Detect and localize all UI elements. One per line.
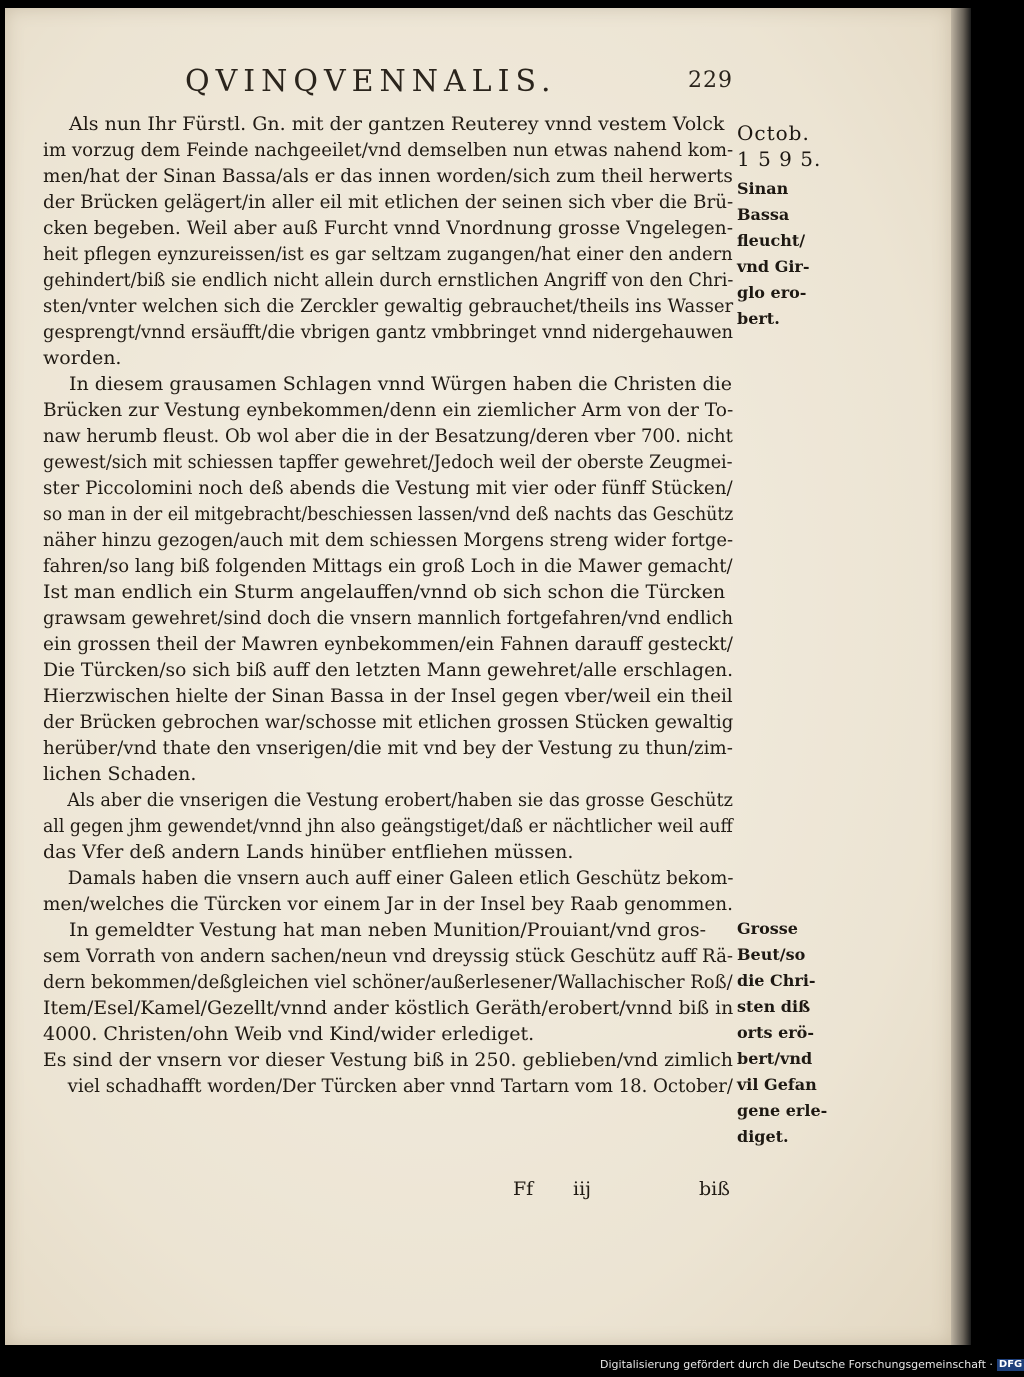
catchline [43, 1178, 733, 1204]
text-line: gehindert/biß sie endlich nicht allein durch ernstlichen Angriff von den Chri- [43, 269, 734, 291]
text-line: sten/vnter welchen sich die Zerckler gewaltig gebrauchet/theils ins Wasser [43, 295, 734, 317]
marginal-line: Octob. [737, 121, 810, 145]
marginal-note-date [737, 120, 847, 172]
marginal-line: die Chri- [737, 971, 816, 990]
text-line: grawsam gewehret/sind doch die vnsern mannlich fortgefahren/vnd endlich [43, 607, 734, 629]
marginal-line: vnd Gir- [737, 257, 810, 276]
page-number: 229 [688, 68, 733, 93]
text-line: men/welches die Türcken vor einem Jar in der Insel bey Raab genommen. [43, 893, 733, 915]
text-line: men/hat der Sinan Bassa/als er das innen worden/sich zum theil herwerts [43, 165, 733, 187]
text-line: Ist man endlich ein Sturm angelauffen/vnnd ob sich schon die Türcken [43, 581, 726, 603]
running-head [5, 64, 951, 104]
marginal-line: bert. [737, 309, 780, 328]
text-line: In diesem grausamen Schlagen vnnd Würgen haben die Christen die [69, 373, 732, 395]
marginal-line: Beut/so [737, 945, 806, 964]
footer-text: Digitalisierung gefördert durch die Deutsche Forschungsgemeinschaft · [600, 1358, 993, 1371]
marginal-line: glo ero- [737, 283, 807, 302]
text-line: 4000. Christen/ohn Weib vnd Kind/wider erlediget. [43, 1023, 535, 1045]
text-line: Es sind der vnsern vor dieser Vestung biß in 250. geblieben/vnd zimlich [43, 1049, 733, 1071]
text-line: Hierzwischen hielte der Sinan Bassa in der Insel gegen vber/weil ein theil [43, 685, 733, 707]
text-line: der Brücken gebrochen war/schosse mit etlichen grossen Stücken gewaltig [43, 711, 734, 733]
marginal-note-sinan [737, 176, 847, 332]
marginal-line: bert/vnd [737, 1049, 813, 1068]
marginal-line: fleucht/ [737, 231, 806, 250]
text-line: fahren/so lang biß folgenden Mittags ein groß Loch in die Mawer gemacht/ [43, 555, 733, 577]
body-text [43, 111, 733, 1099]
marginal-line: Bassa [737, 205, 790, 224]
text-line: näher hinzu gezogen/auch mit dem schiessen Morgens streng wider fortge- [43, 529, 734, 551]
catchword: biß [699, 1178, 730, 1200]
marginal-line: Grosse [737, 919, 798, 938]
marginal-line: 1 5 9 5. [737, 147, 822, 171]
text-line: so man in der eil mitgebracht/beschiessen lassen/vnd deß nachts das Geschütz [43, 503, 734, 525]
text-line: Als aber die vnserigen die Vestung erobert/haben sie das grosse Geschütz [67, 789, 733, 811]
text-line: viel schadhafft worden/Der Türcken aber vnnd Tartarn vom 18. October/ [67, 1075, 733, 1097]
text-line: naw herumb fleust. Ob wol aber die in der Besatzung/deren vber 700. nicht [43, 425, 733, 447]
text-line: gesprengt/vnnd ersäufft/die vbrigen gantz vmbbringet vnnd nidergehauwen [43, 321, 734, 343]
page-edge [951, 8, 971, 1345]
text-line: dern bekommen/deßgleichen viel schöner/außerlesener/Wallachischer Roß/ [43, 971, 733, 993]
document-page [5, 8, 951, 1345]
text-line: im vorzug dem Feinde nachgeeilet/vnd demselben nun etwas nahend kom- [43, 139, 734, 161]
marginal-note-booty [737, 916, 847, 1150]
signature-mark: Ff [513, 1178, 534, 1200]
running-title: QVINQVENNALIS. [185, 64, 557, 99]
text-line: all gegen jhm gewendet/vnnd jhn also geängstiget/daß er nächtlicher weil auff [43, 815, 733, 837]
footer-credit [600, 1358, 1023, 1374]
text-line: herüber/vnd thate den vnserigen/die mit vnd bey der Vestung zu thun/zim- [43, 737, 733, 759]
text-line: ster Piccolomini noch deß abends die Vestung mit vier oder fünff Stücken/ [43, 477, 733, 499]
text-line: cken begeben. Weil aber auß Furcht vnnd Vnordnung grosse Vngelegen- [43, 217, 734, 239]
text-line: ein grossen theil der Mawren eynbekommen/ein Fahnen darauff gesteckt/ [43, 633, 733, 655]
text-line: worden. [43, 347, 122, 369]
text-line: heit pflegen eynzureissen/ist es gar seltzam zugangen/hat einer den andern [43, 243, 733, 265]
text-line: der Brücken gelägert/in aller eil mit etlichen der seinen sich vber die Brü- [43, 191, 734, 213]
marginal-line: orts erö- [737, 1023, 814, 1042]
text-line: das Vfer deß andern Lands hinüber entfliehen müssen. [43, 841, 574, 863]
text-line: gewest/sich mit schiessen tapffer gewehret/Jedoch weil der oberste Zeugmei- [43, 451, 733, 473]
dfg-logo: DFG [998, 1359, 1023, 1370]
signature-number: iij [573, 1178, 592, 1200]
marginal-line: Sinan [737, 179, 789, 198]
marginal-line: vil Gefan [737, 1075, 817, 1094]
text-line: Damals haben die vnsern auch auff einer Galeen etlich Geschütz bekom- [67, 867, 734, 889]
marginal-line: sten diß [737, 997, 811, 1016]
text-line: lichen Schaden. [43, 763, 197, 785]
text-line: Item/Esel/Kamel/Gezellt/vnnd ander köstlich Geräth/erobert/vnnd biß in [43, 997, 734, 1019]
text-line: sem Vorrath von andern sachen/neun vnd dreyssig stück Geschütz auff Rä- [43, 945, 734, 967]
text-line: In gemeldter Vestung hat man neben Munition/Prouiant/vnd gros- [69, 919, 707, 941]
text-line: Die Türcken/so sich biß auff den letzten Mann gewehret/alle erschlagen. [43, 659, 734, 681]
text-line: Als nun Ihr Fürstl. Gn. mit der gantzen Reuterey vnnd vestem Volck [69, 113, 725, 135]
marginal-line: gene erle- [737, 1101, 828, 1120]
marginal-line: diget. [737, 1127, 789, 1146]
text-line: Brücken zur Vestung eynbekommen/denn ein ziemlicher Arm von der To- [43, 399, 734, 421]
